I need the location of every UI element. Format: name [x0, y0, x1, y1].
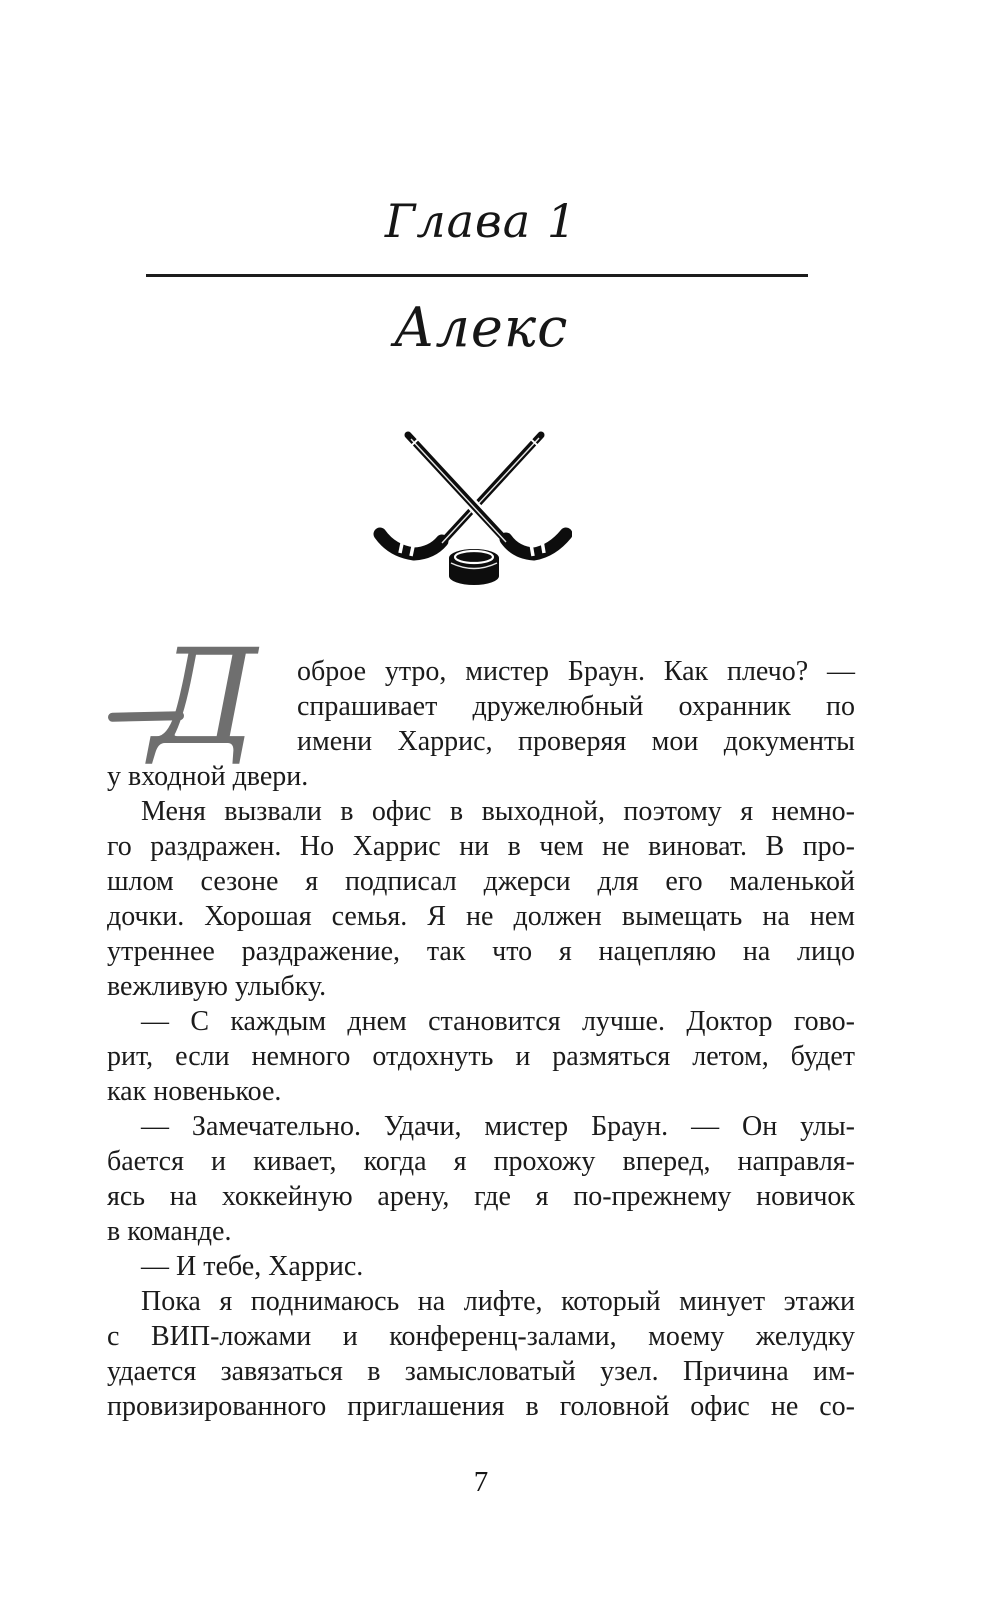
text-line: с ВИП-ложами и конференц-залами, моему желудку [107, 1321, 855, 1352]
text-line: оброе утро, мистер Браун. Как плечо? — [297, 656, 855, 687]
crossed-hockey-sticks-icon [372, 430, 572, 590]
page-number: 7 [473, 1466, 489, 1498]
body-text [107, 621, 855, 1424]
chapter-label: Глава 1 [384, 194, 578, 248]
text-line: — И тебе, Харрис. [141, 1251, 364, 1282]
beside-dropcap-lines [297, 654, 855, 759]
text-line: — Замечательно. Удачи, мистер Браун. — Он улы- [141, 1111, 855, 1142]
text-line: провизированного приглашения в головной офис не со- [107, 1391, 855, 1422]
text-line: рит, если немного отдохнуть и размяться летом, будет [107, 1041, 855, 1072]
chapter-name: Алекс [393, 296, 569, 359]
text-line: как новенькое. [107, 1076, 282, 1107]
chapter-rule [146, 274, 808, 277]
text-line: дочки. Хорошая семья. Я не должен вымещать на нем [107, 901, 855, 932]
text-line: ясь на хоккейную арену, где я по-прежнему новичок [107, 1181, 855, 1212]
puck-icon [449, 549, 499, 585]
text-line: утреннее раздражение, так что я нацепляю на лицо [107, 936, 855, 967]
dropcap-letter: Д [150, 621, 258, 775]
text-line: шлом сезоне я подписал джерси для его маленькой [107, 866, 855, 897]
text-line: го раздражен. Но Харрис ни в чем не виноват. В про- [107, 831, 855, 862]
text-line: вежливую улыбку. [107, 971, 327, 1002]
text-line: в команде. [107, 1216, 232, 1247]
chapter-ornament [372, 430, 572, 590]
text-line: Пока я поднимаюсь на лифте, который минует этажи [141, 1286, 855, 1317]
text-line: — С каждым днем становится лучше. Доктор гово- [141, 1006, 855, 1037]
body-lines [107, 759, 855, 1424]
text-line: у входной двери. [107, 761, 309, 792]
text-line: Меня вызвали в офис в выходной, поэтому я немно- [141, 796, 855, 827]
text-line: имени Харрис, проверяя мои документы [297, 726, 855, 757]
text-line: спрашивает дружелюбный охранник по [297, 691, 855, 722]
text-line: бается и кивает, когда я прохожу вперед, направля- [107, 1146, 855, 1177]
text-line: удается завязаться в замысловатый узел. Причина им- [107, 1356, 855, 1387]
